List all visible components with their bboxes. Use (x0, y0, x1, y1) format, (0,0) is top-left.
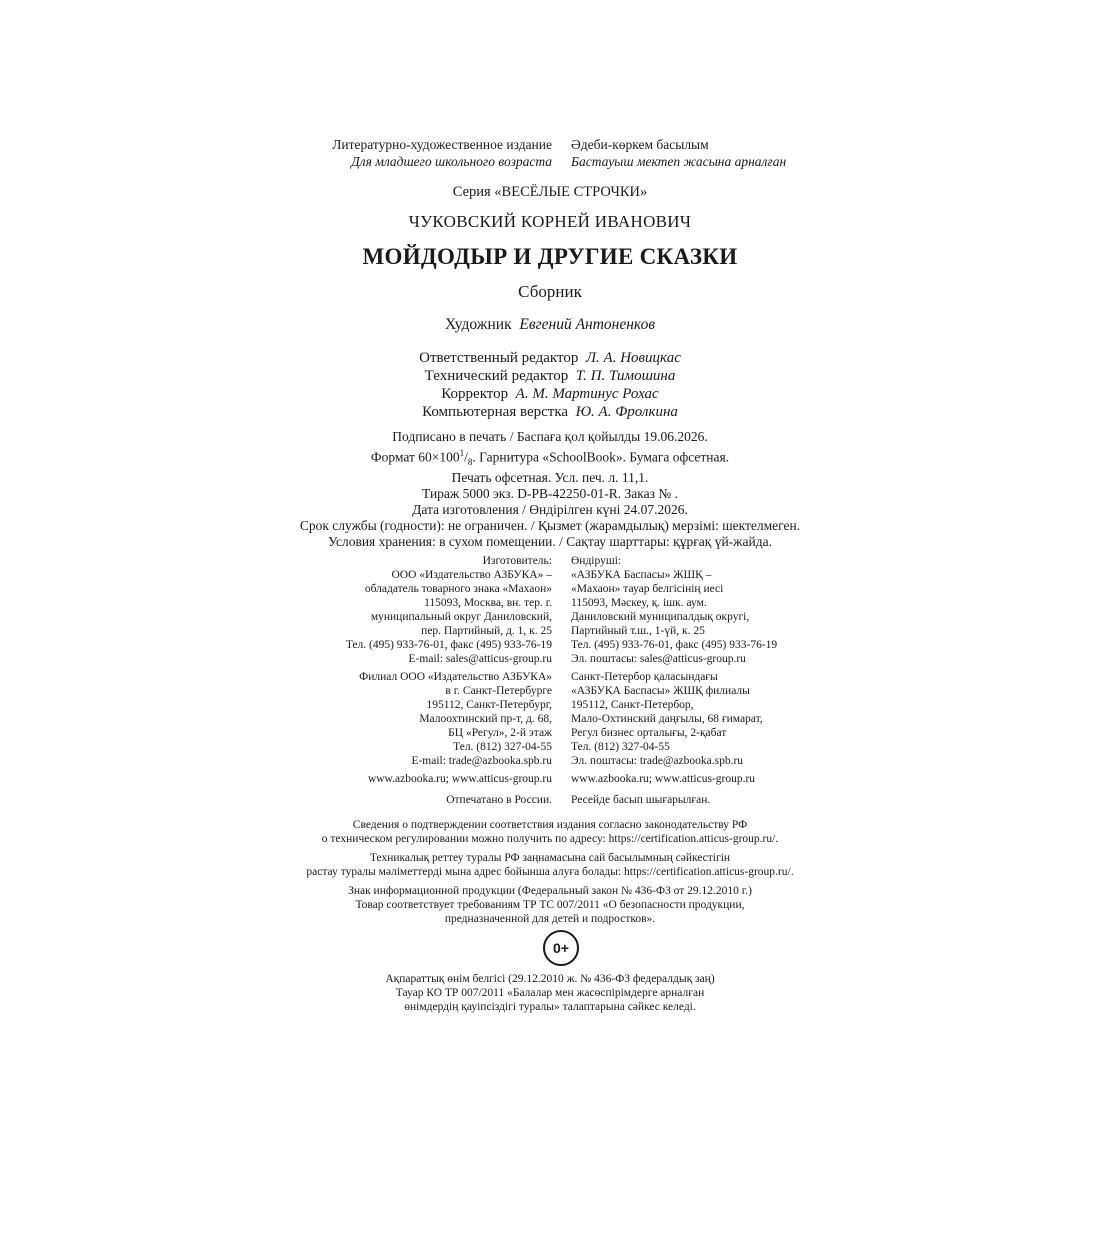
staff-row (0, 385, 1100, 403)
address-line: «Махаон» тауар белгісінің иесі (571, 583, 724, 595)
address-line: Эл. поштасы: trade@azbooka.spb.ru (571, 755, 744, 767)
cert-line: Сведения о подтверждении соответствия издания согласно законодательству РФ (352, 819, 748, 831)
address-line: Тел. (812) 327-04-55 (571, 741, 670, 753)
address-line: «АЗБУКА Баспасы» ЖШҚ – (571, 569, 712, 581)
address-line: 115093, Мәскеу, қ. ішк. аум. (571, 597, 707, 609)
format-numerator: 1 (459, 448, 465, 458)
storage-conditions: Условия хранения: в сухом помещении. / Сақтау шарттары: құрғақ үй-жайда. (328, 534, 772, 550)
cert-line: Техникалық реттеу туралы РФ заңнамасына сай басылымның сәйкестігін (369, 852, 731, 864)
age-group-ru: Для младшего школьного возраста (351, 154, 552, 169)
print-run: Тираж 5000 экз. D-PB-42250-01-R. Заказ № . (422, 486, 678, 502)
law-line: өнімдердің қауіпсіздігі туралы» талаптарына сәйкес келеді. (404, 1001, 696, 1013)
printed-in-ru: Отпечатано в России. (446, 794, 552, 806)
staff-name: А. М. Мартинус Рохас (515, 386, 659, 402)
law-line: предназначенной для детей и подростков». (444, 913, 656, 925)
age-rating-badge: 0+ (543, 930, 579, 966)
address-line: E-mail: sales@atticus-group.ru (408, 653, 552, 665)
branch-ru (359, 670, 552, 768)
author-name: ЧУКОВСКИЙ КОРНЕЙ ИВАНОВИЧ (408, 212, 692, 231)
address-line: БЦ «Регул», 2-й этаж (448, 727, 552, 739)
address-line: обладатель товарного знака «Махаон» (364, 583, 552, 595)
address-line: Регул бизнес орталығы, 2-қабат (571, 727, 727, 739)
manufacturer-kz (571, 554, 777, 666)
format-line: Формат $60\times 100^1/_8$. Гарнитура «SchoolBook». Бумага офсетная. (370, 448, 730, 468)
address-line: ООО «Издательство АЗБУКА» – (391, 569, 552, 581)
print-details (0, 429, 1100, 550)
address-line: Тел. (495) 933-76-01, факс (495) 933-76-19 (571, 639, 778, 651)
website-kz: www.azbooka.ru; www.atticus-group.ru (571, 773, 756, 785)
address-line: Эл. поштасы: sales@atticus-group.ru (571, 653, 746, 665)
shelf-life: Срок службы (годности): не ограничен. / Қызмет (жарамдылық) мерзімі: шектелмеген. (299, 518, 801, 534)
staff-role: Ответственный редактор (419, 350, 579, 366)
staff-role: Компьютерная верстка (422, 404, 569, 420)
address-line: 195112, Санкт-Петербург, (426, 699, 552, 711)
format-suffix: . Гарнитура «SchoolBook». Бумага офсетная. (472, 449, 730, 465)
format-prefix: Формат 60×100 (370, 449, 460, 465)
editorial-staff (0, 349, 1100, 421)
edition-type-block (0, 137, 1100, 171)
address-line: Партийный т.ш., 1-үй, к. 25 (571, 625, 705, 637)
manufacture-date: Дата изготовления / Өндірілген күні 24.07.2026. (412, 502, 688, 518)
print-type: Печать офсетная. Усл. печ. л. 11,1. (451, 470, 649, 486)
address-line: E-mail: trade@azbooka.spb.ru (411, 755, 552, 767)
certification-kz (0, 851, 1100, 879)
address-line: Өндіруші: (571, 555, 622, 567)
staff-row (0, 367, 1100, 385)
staff-role: Технический редактор (424, 368, 569, 384)
signed-date: Подписано в печать / Баспаға қол қойылды 19.06.2026. (392, 429, 708, 444)
staff-name: Л. А. Новицкас (585, 350, 681, 366)
artist-name: Евгений Антоненков (519, 316, 656, 333)
certification-ru (0, 818, 1100, 846)
law-line: Ақпараттық өнім белгісі (29.12.2010 ж. № 436-ФЗ федералдық заң) (385, 973, 715, 985)
law-notice-kz (0, 972, 1100, 1014)
address-line: Санкт-Петербор қаласындағы (571, 671, 718, 683)
cert-line: растау туралы мәліметтерді мына адрес бойынша алуға болады: https://certification.atticus-group.ru/. (306, 866, 794, 878)
address-line: «АЗБУКА Баспасы» ЖШҚ филиалы (571, 685, 750, 697)
age-group-kz: Бастауыш мектеп жасына арналған (571, 154, 787, 169)
address-line: 115093, Москва, вн. тер. г. (424, 597, 552, 609)
edition-type-ru: Литературно-художественное издание (332, 137, 552, 152)
address-line: Даниловский муниципалдық округі, (571, 611, 750, 623)
address-line: муниципальный округ Даниловский, (370, 611, 552, 623)
staff-name: Т. П. Тимошина (575, 368, 676, 384)
law-notice-ru (0, 884, 1100, 926)
address-line: Тел. (495) 933-76-01, факс (495) 933-76-19 (345, 639, 552, 651)
book-title: МОЙДОДЫР И ДРУГИЕ СКАЗКИ (362, 244, 738, 269)
cert-line: о техническом регулировании можно получить по адресу: https://certification.atticus-group.ru/. (321, 833, 779, 845)
printed-in-kz: Ресейде басып шығарылған. (571, 794, 711, 806)
book-subtitle: Сборник (518, 282, 582, 301)
artist-label: Художник (444, 316, 512, 333)
address-line: Филиал ООО «Издательство АЗБУКА» (359, 671, 552, 683)
law-line: Тауар КО ТР 007/2011 «Балалар мен жасөспірімдерге арналған (395, 987, 705, 999)
staff-name: Ю. А. Фролкина (575, 404, 678, 420)
address-line: в г. Санкт-Петербурге (445, 685, 552, 697)
manufacturer-ru (346, 554, 552, 666)
law-line: Знак информационной продукции (Федеральный закон № 436-ФЗ от 29.12.2010 г.) (348, 885, 752, 897)
address-line: Изготовитель: (482, 555, 552, 567)
address-line: Мало-Охтинский даңғылы, 68 ғимарат, (571, 713, 763, 725)
address-line: Тел. (812) 327-04-55 (453, 741, 552, 753)
edition-type-kz: Әдеби-көркем басылым (571, 137, 709, 152)
address-line: Малоохтинский пр-т, д. 68, (419, 713, 552, 725)
address-line: 195112, Санкт-Петербор, (571, 699, 694, 711)
law-line: Товар соответствует требованиям ТР ТС 007/2011 «О безопасности продукции, (355, 899, 745, 911)
staff-row (0, 349, 1100, 367)
website-ru: www.azbooka.ru; www.atticus-group.ru (367, 773, 552, 785)
staff-role: Корректор (441, 386, 509, 402)
address-line: пер. Партийный, д. 1, к. 25 (421, 625, 552, 637)
branch-kz (571, 670, 763, 768)
staff-row (0, 403, 1100, 421)
series-line: Серия «ВЕСЁЛЫЕ СТРОЧКИ» (452, 184, 648, 200)
artist-credit (0, 316, 1100, 334)
format-denominator: 8 (467, 457, 473, 468)
